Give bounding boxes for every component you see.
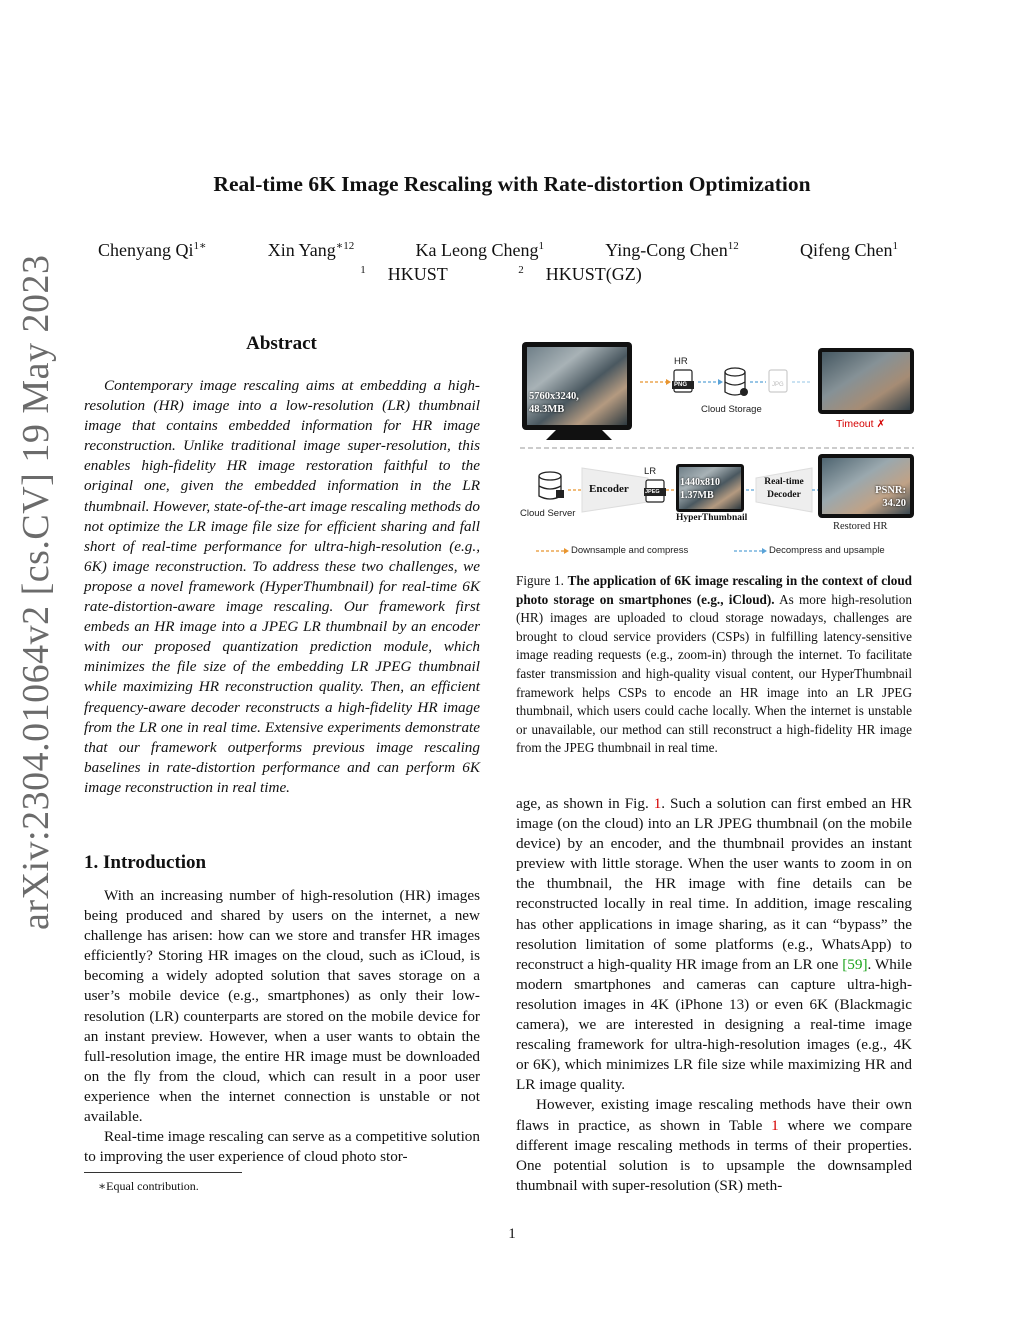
introduction-body: [84, 886, 480, 1167]
arrow-to-storage-head: [718, 379, 723, 385]
abstract-text: Contemporary image rescaling aims at embedding a high-resolution (HR) image into a low-resolution (LR) thumbnail image that contains embedded information for HR image reconstruction. Unlike traditional image super-resolution, this enables high-fidelity HR image restoration faithful to the original one, given the embedded information in the LR thumbnail. However, state-of-the-art image rescaling methods do not optimize the LR image file size for efficient sharing and fall short of real-time performance for ultra-high-resolution (e.g., 6K) image reconstruction. To address these two challenges, we propose a novel framework (HyperThumbnail) for real-time 6K rate-distortion-aware image rescaling. Our framework first embeds an HR image into a JPEG LR thumbnail by an encoder with our proposed quantization prediction module, which minimizes the file size of the embedding LR JPEG thumbnail while maximizing HR reconstruction quality. Then, an efficient frequency-aware decoder reconstructs a high-fidelity HR image from the LR one in real time. Extensive experiments demonstrate that our framework outperforms previous image rescaling baselines in rate-distortion performance and can perform 6K image reconstruction in real time.: [84, 377, 480, 796]
lr-label: LR: [644, 466, 657, 477]
restored-hr-label: Restored HR: [833, 521, 888, 532]
jpg-ghost-label: JPG: [772, 382, 784, 388]
author-4: Ying-Cong Chen$^{12}$: [605, 240, 739, 260]
introduction-heading: 1. Introduction: [84, 852, 207, 873]
hr-size-label: 5760x3240, 48.3MB: [529, 391, 579, 415]
timeout-label: Timeout ✗: [836, 418, 886, 430]
legend-decompress-label: Decompress and upsample: [769, 545, 885, 556]
author-5: Qifeng Chen$^1$: [799, 240, 898, 260]
figure-1-caption: [516, 572, 912, 758]
psnr-label: PSNR: 34.20: [875, 485, 906, 509]
author-1: Chenyang $Qi^{1∗}$: [98, 240, 207, 260]
server-db-ring: [539, 486, 561, 489]
hr-label: HR: [674, 356, 688, 367]
hyperthumbnail-label: HyperThumbnail: [676, 513, 748, 523]
timeout-phone-screen: [822, 352, 910, 410]
intro-paragraph-1: With an increasing number of high-resolution (HR) images being produced and shared by users on the internet, a new challenge has arisen: how can we store and transfer HR images efficiently? Storing HR images on the cloud, such as iCloud, is becoming a widely adopted solution that saves storage on a user’s mobile device (e.g., smartphones) as only their low-resolution (LR) counterparts are stored on the mobile device for an instant preview. However, when a user wants to obtain the full-resolution image, the entire HR image must be downloaded on the fly from the cloud, which can result in a poor user experience when the internet connection is unstable or not available.: [84, 887, 480, 1126]
author-2: Xin Yang$^{∗12}$: [267, 240, 355, 260]
affiliations: [0, 264, 1024, 285]
cloud-storage-label: Cloud Storage: [701, 404, 762, 415]
legend-downsample-label: Downsample and compress: [571, 545, 689, 556]
caption-body: As more high-resolution (HR) images are uploaded to cloud storage nowadays, challenges are brought to cloud service providers (CSPs) in fulfilling latency-sensitive image reading requests (e.g., zoom-in) through the internet. To facilitate faster transmission and high-quality visual content, our HyperThumbnail framework helps CSPs to encode an HR image into an LR JPEG thumbnail, which users could cache locally. When the internet is unstable or unavailable, our method can still reconstruct a high-fidelity HR image from the JPEG thumbnail in real time.: [516, 591, 912, 756]
footnote: ∗Equal contribution.: [98, 1179, 199, 1193]
server-db-badge: [556, 490, 564, 498]
author-3: Ka Leong Cheng$^1$: [415, 240, 544, 260]
jpg-file-ghost-icon: [769, 370, 787, 392]
affiliation-2: $^2$ HKUST(GZ): [518, 264, 642, 284]
affiliation-1: $^1$ HKUST: [360, 264, 448, 284]
storage-db-badge: [740, 388, 748, 396]
cloud-server-label: Cloud Server: [520, 508, 576, 519]
right-paragraph-1: age, as shown in Fig. 1. Such a solution can first embed an HR image (on the cloud) into an LR JPEG thumbnail (on the mobile device) by an encoder, and the thumbnail provides an instant preview with little storage. When the user wants to zoom in on the thumbnail, the HR image with fine details can be reconstructed locally in real time. In addition, image rescaling has other applications in image sharing, as it can “bypass” the resolution limitation of some platforms (e.g., WhatsApp) to reconstruct a high-quality HR image from an LR one [59]. While modern smartphones and cameras can capture ultra-high-resolution images in 4K (iPhone 13) or even 6K (Blackmagic camera), we are interested in designing a real-time image rescaling framework for ultra-high-resolution images (e.g., 4K or 6K), which minimizes LR file size while maximizing HR and LR image quality.: [516, 795, 913, 1094]
citation-59-link[interactable]: [59]: [842, 955, 868, 973]
author-list: [98, 240, 898, 261]
storage-db-ring: [725, 382, 745, 385]
figure-1-diagram: [516, 340, 916, 568]
caption-bold: The application of 6K image rescaling in the context of cloud photo storage on smartphones (e.g., iCloud).: [516, 573, 913, 607]
right-paragraph-2: However, existing image rescaling methods have their own flaws in practice, as shown in Table 1 where we compare different image rescaling methods in terms of their properties. One potential solution is to upsample the downsampled thumbnail with super-resolution (SR) meth-: [516, 1096, 913, 1194]
legend-blue-head: [762, 548, 767, 554]
hr-device-stand: [546, 430, 612, 440]
right-column-body: [516, 794, 912, 1196]
thumbnail-size-label: 1440x810 1.37MB: [680, 477, 720, 501]
jpeg-label: JPEG: [645, 489, 660, 495]
page-number: 1: [508, 1226, 516, 1242]
caption-label: Figure 1.: [516, 573, 564, 588]
encoder-label: Encoder: [589, 483, 629, 495]
intro-paragraph-2: Real-time image rescaling can serve as a competitive solution to improving the user experience of cloud photo stor-: [84, 1128, 480, 1166]
server-db-top: [539, 472, 561, 480]
abstract-body: [84, 376, 480, 798]
arxiv-identifier: arXiv:2304.01064v2 [cs.CV] 19 May 2023: [15, 254, 57, 930]
arrow-upload-head: [666, 379, 671, 385]
abstract-heading: Abstract: [246, 333, 317, 354]
paper-title: Real-time 6K Image Rescaling with Rate-distortion Optimization: [213, 172, 811, 196]
footnote-rule: [84, 1172, 242, 1173]
legend-orange-head: [564, 548, 569, 554]
decoder-label: Real-time Decoder: [764, 477, 804, 500]
png-label: PNG: [674, 382, 688, 388]
storage-db-top: [725, 368, 745, 376]
figure-1: [516, 340, 916, 568]
figure-1-link[interactable]: 1: [653, 795, 662, 812]
table-1-link[interactable]: 1: [771, 1116, 779, 1134]
